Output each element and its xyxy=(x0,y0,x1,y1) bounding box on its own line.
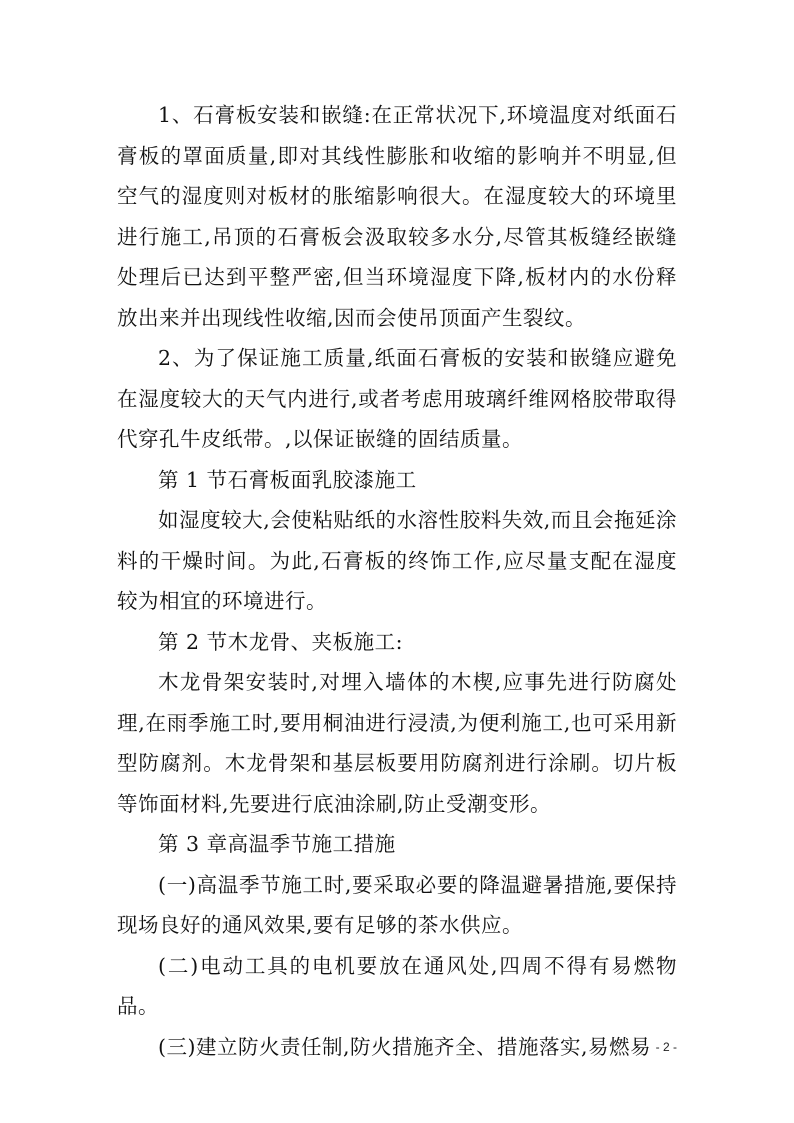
paragraph-latex-paint: 如湿度较大,会使粘贴纸的水溶性胶料失效,而且会拖延涂料的干燥时间。为此,石膏板的终饰工作,应尽量支配在湿度较为相宜的环境进行。 xyxy=(117,508,677,613)
paragraph-quality: 2、为了保证施工质量,纸面石膏板的安装和嵌缝应避免在湿度较大的天气内进行,或者考虑用玻璃纤维网格胶带取得代穿孔牛皮纸带。,以保证嵌缝的固结质量。 xyxy=(117,346,677,451)
paragraph-wood-keel: 木龙骨架安装时,对埋入墙体的木楔,应事先进行防腐处理,在雨季施工时,要用桐油进行浸渍,为便利施工,也可采用新型防腐剂。木龙骨架和基层板要用防腐剂进行涂刷。切片板等饰面材料,先要进行底油涂刷,防止受潮变形。 xyxy=(117,670,677,816)
section-heading-1: 第 1 节石膏板面乳胶漆施工 xyxy=(158,467,417,492)
paragraph-high-temp-1: (一)高温季节施工时,要采取必要的降温避暑措施,要保持现场良好的通风效果,要有足够的茶水供应。 xyxy=(117,872,677,937)
section-heading-2: 第 2 节木龙骨、夹板施工: xyxy=(158,629,403,654)
paragraph-high-temp-2: (二)电动工具的电机要放在通风处,四周不得有易燃物品。 xyxy=(117,953,677,1018)
chapter-heading-3: 第 3 章高温季节施工措施 xyxy=(158,832,396,856)
paragraph-high-temp-3: (三)建立防火责任制,防火措施齐全、措施落实,易燃易 xyxy=(158,1034,652,1059)
paragraph-gypsum-board: 1、石膏板安装和嵌缝:在正常状况下,环境温度对纸面石膏板的罩面质量,即对其线性膨胀和收缩的影响并不明显,但空气的湿度则对板材的胀缩影响很大。在湿度较大的环境里进行施工,吊顶的石膏板会汲取较多水分,尽管其板缝经嵌缝处理后已达到平整严密,但当环境湿度下降,板材内的水份释放出来并出现线性收缩,因而会使吊顶面产生裂纹。 xyxy=(117,103,677,330)
page-number: - 2 - xyxy=(655,1040,677,1054)
body-text xyxy=(117,95,677,1067)
